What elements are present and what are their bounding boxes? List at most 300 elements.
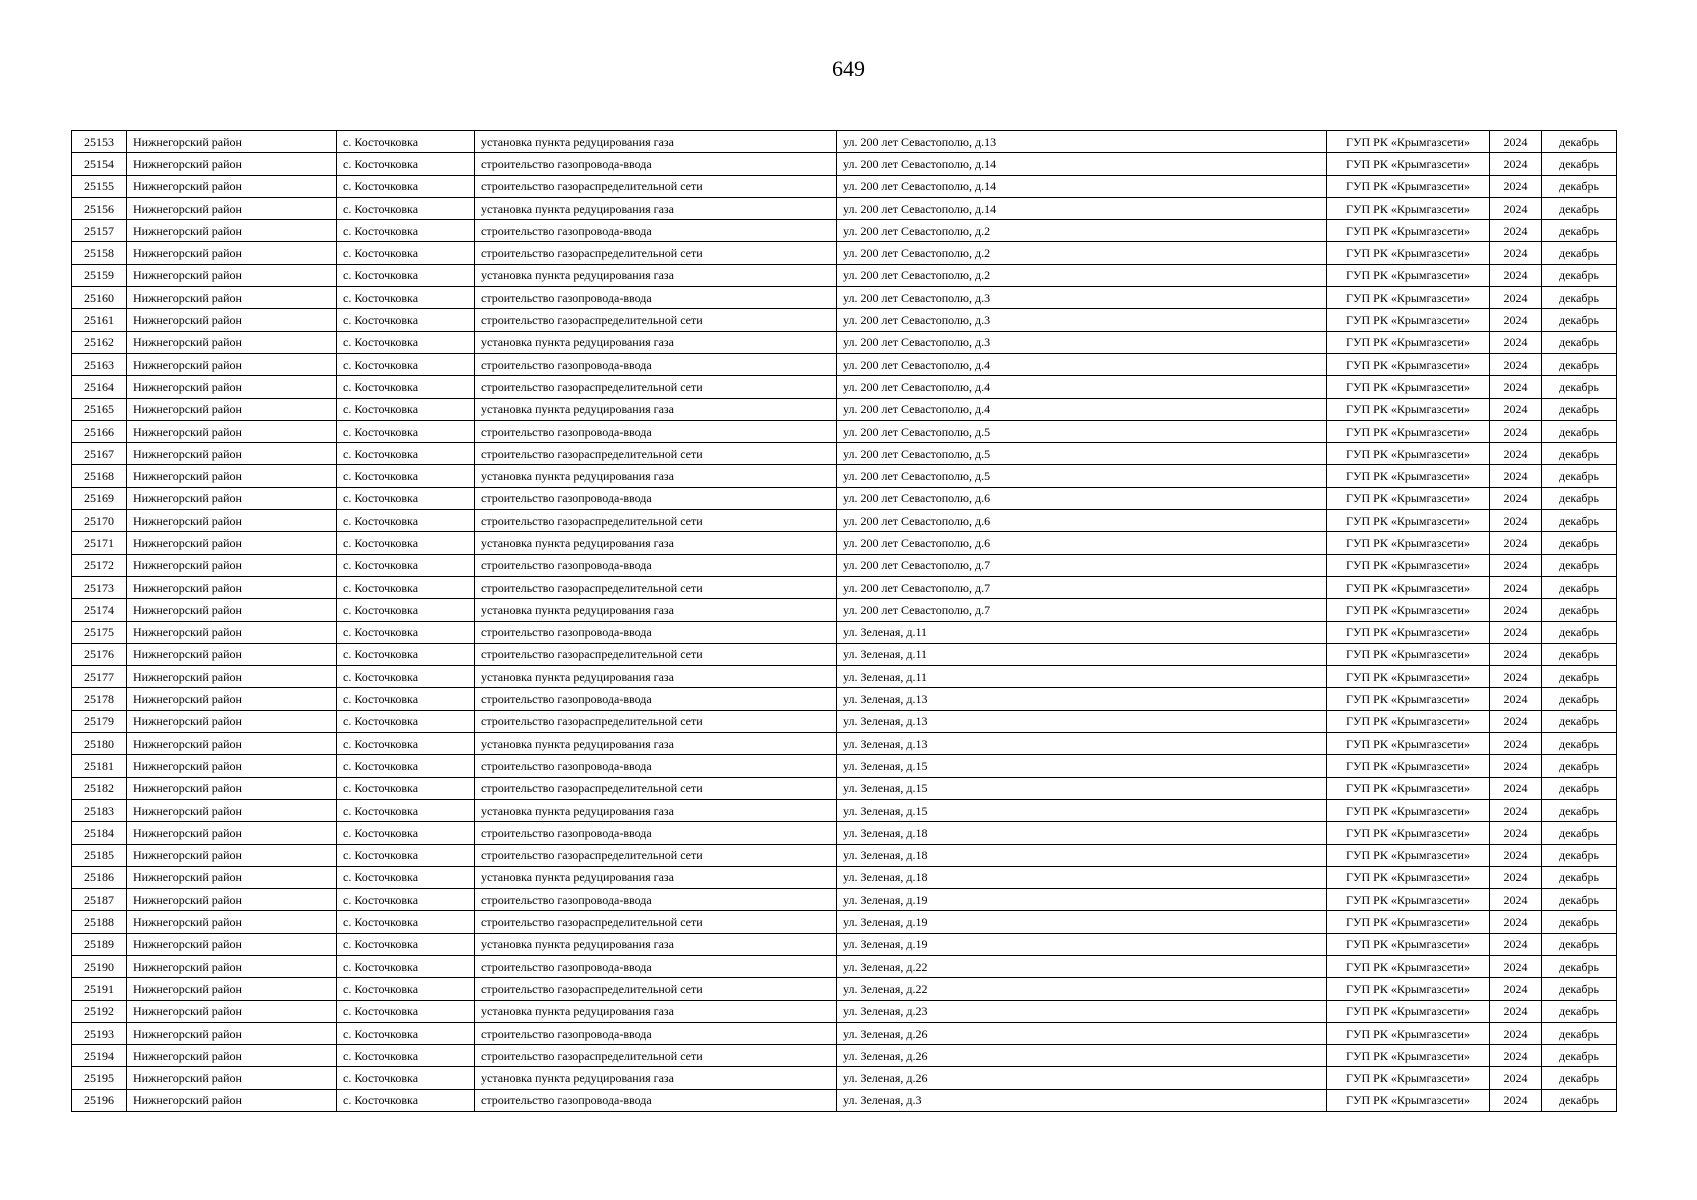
row-number-cell: 25162 [72, 331, 127, 353]
month-cell: декабрь [1542, 777, 1617, 799]
settlement-cell: с. Косточковка [337, 398, 475, 420]
address-cell: ул. 200 лет Севастополю, д.2 [837, 242, 1327, 264]
month-cell: декабрь [1542, 1067, 1617, 1089]
work-type-cell: установка пункта редуцирования газа [475, 331, 837, 353]
month-cell: декабрь [1542, 376, 1617, 398]
settlement-cell: с. Косточковка [337, 264, 475, 286]
settlement-cell: с. Косточковка [337, 443, 475, 465]
organization-cell: ГУП РК «Крымгазсети» [1327, 131, 1490, 153]
row-number-cell: 25173 [72, 576, 127, 598]
table-row [72, 822, 1617, 844]
address-cell: ул. 200 лет Севастополю, д.5 [837, 420, 1327, 442]
table-row [72, 799, 1617, 821]
table-row [72, 955, 1617, 977]
organization-cell: ГУП РК «Крымгазсети» [1327, 911, 1490, 933]
organization-cell: ГУП РК «Крымгазсети» [1327, 353, 1490, 375]
year-cell: 2024 [1490, 309, 1542, 331]
address-cell: ул. 200 лет Севастополю, д.4 [837, 376, 1327, 398]
work-type-cell: установка пункта редуцирования газа [475, 799, 837, 821]
row-number-cell: 25166 [72, 420, 127, 442]
year-cell: 2024 [1490, 153, 1542, 175]
month-cell: декабрь [1542, 933, 1617, 955]
organization-cell: ГУП РК «Крымгазсети» [1327, 733, 1490, 755]
row-number-cell: 25163 [72, 353, 127, 375]
organization-cell: ГУП РК «Крымгазсети» [1327, 666, 1490, 688]
year-cell: 2024 [1490, 264, 1542, 286]
table-row [72, 688, 1617, 710]
region-cell: Нижнегорский район [127, 933, 337, 955]
address-cell: ул. 200 лет Севастополю, д.14 [837, 153, 1327, 175]
region-cell: Нижнегорский район [127, 465, 337, 487]
region-cell: Нижнегорский район [127, 1089, 337, 1111]
region-cell: Нижнегорский район [127, 621, 337, 643]
work-type-cell: строительство газораспределительной сети [475, 911, 837, 933]
organization-cell: ГУП РК «Крымгазсети» [1327, 197, 1490, 219]
address-cell: ул. Зеленая, д.23 [837, 1000, 1327, 1022]
region-cell: Нижнегорский район [127, 175, 337, 197]
table-row [72, 599, 1617, 621]
month-cell: декабрь [1542, 309, 1617, 331]
table-row [72, 420, 1617, 442]
year-cell: 2024 [1490, 1022, 1542, 1044]
row-number-cell: 25179 [72, 710, 127, 732]
page-number: 649 [832, 56, 865, 81]
row-number-cell: 25171 [72, 532, 127, 554]
work-type-cell: строительство газораспределительной сети [475, 309, 837, 331]
row-number-cell: 25164 [72, 376, 127, 398]
settlement-cell: с. Косточковка [337, 911, 475, 933]
settlement-cell: с. Косточковка [337, 933, 475, 955]
work-type-cell: установка пункта редуцирования газа [475, 733, 837, 755]
table-row [72, 1067, 1617, 1089]
region-cell: Нижнегорский район [127, 420, 337, 442]
organization-cell: ГУП РК «Крымгазсети» [1327, 621, 1490, 643]
address-cell: ул. Зеленая, д.18 [837, 822, 1327, 844]
table-row [72, 710, 1617, 732]
work-type-cell: строительство газораспределительной сети [475, 510, 837, 532]
table-row [72, 777, 1617, 799]
address-cell: ул. Зеленая, д.22 [837, 955, 1327, 977]
month-cell: декабрь [1542, 889, 1617, 911]
table-row [72, 911, 1617, 933]
month-cell: декабрь [1542, 599, 1617, 621]
settlement-cell: с. Косточковка [337, 131, 475, 153]
organization-cell: ГУП РК «Крымгазсети» [1327, 376, 1490, 398]
address-cell: ул. Зеленая, д.19 [837, 911, 1327, 933]
organization-cell: ГУП РК «Крымгазсети» [1327, 554, 1490, 576]
work-type-cell: установка пункта редуцирования газа [475, 666, 837, 688]
table-row [72, 866, 1617, 888]
organization-cell: ГУП РК «Крымгазсети» [1327, 1089, 1490, 1111]
row-number-cell: 25167 [72, 443, 127, 465]
table-row [72, 220, 1617, 242]
month-cell: декабрь [1542, 554, 1617, 576]
month-cell: декабрь [1542, 197, 1617, 219]
settlement-cell: с. Косточковка [337, 822, 475, 844]
work-type-cell: строительство газораспределительной сети [475, 376, 837, 398]
region-cell: Нижнегорский район [127, 331, 337, 353]
settlement-cell: с. Косточковка [337, 220, 475, 242]
region-cell: Нижнегорский район [127, 153, 337, 175]
row-number-cell: 25176 [72, 643, 127, 665]
table-row [72, 309, 1617, 331]
table-row [72, 554, 1617, 576]
settlement-cell: с. Косточковка [337, 153, 475, 175]
address-cell: ул. Зеленая, д.26 [837, 1045, 1327, 1067]
region-cell: Нижнегорский район [127, 398, 337, 420]
settlement-cell: с. Косточковка [337, 799, 475, 821]
month-cell: декабрь [1542, 621, 1617, 643]
year-cell: 2024 [1490, 131, 1542, 153]
organization-cell: ГУП РК «Крымгазсети» [1327, 866, 1490, 888]
region-cell: Нижнегорский район [127, 309, 337, 331]
settlement-cell: с. Косточковка [337, 621, 475, 643]
settlement-cell: с. Косточковка [337, 510, 475, 532]
settlement-cell: с. Косточковка [337, 889, 475, 911]
organization-cell: ГУП РК «Крымгазсети» [1327, 398, 1490, 420]
gasification-registry-table [71, 130, 1617, 1112]
work-type-cell: строительство газопровода-ввода [475, 621, 837, 643]
address-cell: ул. Зеленая, д.15 [837, 777, 1327, 799]
organization-cell: ГУП РК «Крымгазсети» [1327, 844, 1490, 866]
address-cell: ул. 200 лет Севастополю, д.2 [837, 264, 1327, 286]
work-type-cell: строительство газораспределительной сети [475, 643, 837, 665]
address-cell: ул. Зеленая, д.11 [837, 666, 1327, 688]
row-number-cell: 25180 [72, 733, 127, 755]
month-cell: декабрь [1542, 331, 1617, 353]
organization-cell: ГУП РК «Крымгазсети» [1327, 532, 1490, 554]
table-row [72, 510, 1617, 532]
month-cell: декабрь [1542, 443, 1617, 465]
organization-cell: ГУП РК «Крымгазсети» [1327, 1022, 1490, 1044]
row-number-cell: 25172 [72, 554, 127, 576]
address-cell: ул. Зеленая, д.13 [837, 688, 1327, 710]
settlement-cell: с. Косточковка [337, 420, 475, 442]
region-cell: Нижнегорский район [127, 799, 337, 821]
year-cell: 2024 [1490, 197, 1542, 219]
work-type-cell: строительство газопровода-ввода [475, 889, 837, 911]
row-number-cell: 25165 [72, 398, 127, 420]
settlement-cell: с. Косточковка [337, 376, 475, 398]
year-cell: 2024 [1490, 666, 1542, 688]
work-type-cell: установка пункта редуцирования газа [475, 197, 837, 219]
month-cell: декабрь [1542, 1000, 1617, 1022]
row-number-cell: 25196 [72, 1089, 127, 1111]
year-cell: 2024 [1490, 576, 1542, 598]
settlement-cell: с. Косточковка [337, 844, 475, 866]
organization-cell: ГУП РК «Крымгазсети» [1327, 242, 1490, 264]
region-cell: Нижнегорский район [127, 733, 337, 755]
table-row [72, 576, 1617, 598]
month-cell: декабрь [1542, 822, 1617, 844]
address-cell: ул. 200 лет Севастополю, д.4 [837, 353, 1327, 375]
table-row [72, 1022, 1617, 1044]
month-cell: декабрь [1542, 978, 1617, 1000]
region-cell: Нижнегорский район [127, 599, 337, 621]
year-cell: 2024 [1490, 822, 1542, 844]
year-cell: 2024 [1490, 889, 1542, 911]
year-cell: 2024 [1490, 1089, 1542, 1111]
address-cell: ул. 200 лет Севастополю, д.13 [837, 131, 1327, 153]
settlement-cell: с. Косточковка [337, 710, 475, 732]
row-number-cell: 25156 [72, 197, 127, 219]
month-cell: декабрь [1542, 1022, 1617, 1044]
year-cell: 2024 [1490, 487, 1542, 509]
organization-cell: ГУП РК «Крымгазсети» [1327, 1000, 1490, 1022]
region-cell: Нижнегорский район [127, 242, 337, 264]
organization-cell: ГУП РК «Крымгазсети» [1327, 487, 1490, 509]
work-type-cell: строительство газораспределительной сети [475, 710, 837, 732]
table-row [72, 465, 1617, 487]
region-cell: Нижнегорский район [127, 353, 337, 375]
region-cell: Нижнегорский район [127, 510, 337, 532]
region-cell: Нижнегорский район [127, 443, 337, 465]
region-cell: Нижнегорский район [127, 755, 337, 777]
year-cell: 2024 [1490, 866, 1542, 888]
region-cell: Нижнегорский район [127, 197, 337, 219]
work-type-cell: строительство газопровода-ввода [475, 220, 837, 242]
address-cell: ул. 200 лет Севастополю, д.3 [837, 287, 1327, 309]
year-cell: 2024 [1490, 621, 1542, 643]
row-number-cell: 25183 [72, 799, 127, 821]
month-cell: декабрь [1542, 666, 1617, 688]
year-cell: 2024 [1490, 510, 1542, 532]
year-cell: 2024 [1490, 443, 1542, 465]
organization-cell: ГУП РК «Крымгазсети» [1327, 710, 1490, 732]
organization-cell: ГУП РК «Крымгазсети» [1327, 1045, 1490, 1067]
address-cell: ул. 200 лет Севастополю, д.3 [837, 331, 1327, 353]
row-number-cell: 25185 [72, 844, 127, 866]
month-cell: декабрь [1542, 1045, 1617, 1067]
organization-cell: ГУП РК «Крымгазсети» [1327, 755, 1490, 777]
work-type-cell: установка пункта редуцирования газа [475, 398, 837, 420]
region-cell: Нижнегорский район [127, 688, 337, 710]
address-cell: ул. 200 лет Севастополю, д.14 [837, 197, 1327, 219]
row-number-cell: 25191 [72, 978, 127, 1000]
table-row [72, 1045, 1617, 1067]
month-cell: декабрь [1542, 487, 1617, 509]
row-number-cell: 25182 [72, 777, 127, 799]
region-cell: Нижнегорский район [127, 1045, 337, 1067]
organization-cell: ГУП РК «Крымгазсети» [1327, 688, 1490, 710]
address-cell: ул. 200 лет Севастополю, д.5 [837, 465, 1327, 487]
registry-table-body [72, 131, 1617, 1112]
table-row [72, 353, 1617, 375]
row-number-cell: 25190 [72, 955, 127, 977]
address-cell: ул. Зеленая, д.26 [837, 1067, 1327, 1089]
region-cell: Нижнегорский район [127, 978, 337, 1000]
settlement-cell: с. Косточковка [337, 309, 475, 331]
settlement-cell: с. Косточковка [337, 666, 475, 688]
settlement-cell: с. Косточковка [337, 777, 475, 799]
year-cell: 2024 [1490, 933, 1542, 955]
month-cell: декабрь [1542, 287, 1617, 309]
year-cell: 2024 [1490, 799, 1542, 821]
region-cell: Нижнегорский район [127, 376, 337, 398]
work-type-cell: строительство газопровода-ввода [475, 688, 837, 710]
month-cell: декабрь [1542, 264, 1617, 286]
table-row [72, 197, 1617, 219]
year-cell: 2024 [1490, 1067, 1542, 1089]
address-cell: ул. Зеленая, д.19 [837, 933, 1327, 955]
address-cell: ул. 200 лет Севастополю, д.7 [837, 576, 1327, 598]
organization-cell: ГУП РК «Крымгазсети» [1327, 978, 1490, 1000]
settlement-cell: с. Косточковка [337, 576, 475, 598]
work-type-cell: установка пункта редуцирования газа [475, 532, 837, 554]
month-cell: декабрь [1542, 420, 1617, 442]
address-cell: ул. Зеленая, д.15 [837, 799, 1327, 821]
address-cell: ул. Зеленая, д.19 [837, 889, 1327, 911]
table-row [72, 264, 1617, 286]
year-cell: 2024 [1490, 643, 1542, 665]
row-number-cell: 25194 [72, 1045, 127, 1067]
table-row [72, 643, 1617, 665]
organization-cell: ГУП РК «Крымгазсети» [1327, 264, 1490, 286]
month-cell: декабрь [1542, 153, 1617, 175]
month-cell: декабрь [1542, 131, 1617, 153]
row-number-cell: 25184 [72, 822, 127, 844]
month-cell: декабрь [1542, 755, 1617, 777]
month-cell: декабрь [1542, 955, 1617, 977]
month-cell: декабрь [1542, 353, 1617, 375]
row-number-cell: 25193 [72, 1022, 127, 1044]
row-number-cell: 25175 [72, 621, 127, 643]
month-cell: декабрь [1542, 866, 1617, 888]
row-number-cell: 25168 [72, 465, 127, 487]
region-cell: Нижнегорский район [127, 576, 337, 598]
work-type-cell: строительство газораспределительной сети [475, 978, 837, 1000]
work-type-cell: строительство газораспределительной сети [475, 576, 837, 598]
address-cell: ул. 200 лет Севастополю, д.2 [837, 220, 1327, 242]
row-number-cell: 25158 [72, 242, 127, 264]
settlement-cell: с. Косточковка [337, 1022, 475, 1044]
month-cell: декабрь [1542, 844, 1617, 866]
year-cell: 2024 [1490, 465, 1542, 487]
settlement-cell: с. Косточковка [337, 978, 475, 1000]
row-number-cell: 25187 [72, 889, 127, 911]
work-type-cell: строительство газораспределительной сети [475, 443, 837, 465]
year-cell: 2024 [1490, 175, 1542, 197]
work-type-cell: установка пункта редуцирования газа [475, 465, 837, 487]
settlement-cell: с. Косточковка [337, 1045, 475, 1067]
work-type-cell: строительство газопровода-ввода [475, 554, 837, 576]
organization-cell: ГУП РК «Крымгазсети» [1327, 1067, 1490, 1089]
address-cell: ул. Зеленая, д.11 [837, 643, 1327, 665]
work-type-cell: установка пункта редуцирования газа [475, 131, 837, 153]
organization-cell: ГУП РК «Крымгазсети» [1327, 777, 1490, 799]
work-type-cell: строительство газопровода-ввода [475, 1022, 837, 1044]
work-type-cell: строительство газопровода-ввода [475, 755, 837, 777]
region-cell: Нижнегорский район [127, 554, 337, 576]
settlement-cell: с. Косточковка [337, 1089, 475, 1111]
region-cell: Нижнегорский район [127, 955, 337, 977]
year-cell: 2024 [1490, 710, 1542, 732]
region-cell: Нижнегорский район [127, 777, 337, 799]
work-type-cell: строительство газораспределительной сети [475, 844, 837, 866]
table-row [72, 175, 1617, 197]
settlement-cell: с. Косточковка [337, 554, 475, 576]
organization-cell: ГУП РК «Крымгазсети» [1327, 599, 1490, 621]
table-row [72, 666, 1617, 688]
region-cell: Нижнегорский район [127, 643, 337, 665]
year-cell: 2024 [1490, 554, 1542, 576]
settlement-cell: с. Косточковка [337, 955, 475, 977]
settlement-cell: с. Косточковка [337, 1000, 475, 1022]
table-row [72, 889, 1617, 911]
row-number-cell: 25189 [72, 933, 127, 955]
address-cell: ул. Зеленая, д.11 [837, 621, 1327, 643]
month-cell: декабрь [1542, 242, 1617, 264]
year-cell: 2024 [1490, 844, 1542, 866]
year-cell: 2024 [1490, 376, 1542, 398]
region-cell: Нижнегорский район [127, 264, 337, 286]
work-type-cell: строительство газораспределительной сети [475, 242, 837, 264]
month-cell: декабрь [1542, 532, 1617, 554]
row-number-cell: 25154 [72, 153, 127, 175]
table-row [72, 1000, 1617, 1022]
address-cell: ул. 200 лет Севастополю, д.5 [837, 443, 1327, 465]
region-cell: Нижнегорский район [127, 287, 337, 309]
region-cell: Нижнегорский район [127, 1067, 337, 1089]
work-type-cell: строительство газопровода-ввода [475, 822, 837, 844]
address-cell: ул. Зеленая, д.13 [837, 733, 1327, 755]
region-cell: Нижнегорский район [127, 844, 337, 866]
month-cell: декабрь [1542, 1089, 1617, 1111]
month-cell: декабрь [1542, 220, 1617, 242]
work-type-cell: строительство газораспределительной сети [475, 175, 837, 197]
work-type-cell: строительство газопровода-ввода [475, 287, 837, 309]
address-cell: ул. Зеленая, д.13 [837, 710, 1327, 732]
organization-cell: ГУП РК «Крымгазсети» [1327, 822, 1490, 844]
year-cell: 2024 [1490, 420, 1542, 442]
year-cell: 2024 [1490, 287, 1542, 309]
settlement-cell: с. Косточковка [337, 287, 475, 309]
month-cell: декабрь [1542, 465, 1617, 487]
settlement-cell: с. Косточковка [337, 866, 475, 888]
settlement-cell: с. Косточковка [337, 1067, 475, 1089]
year-cell: 2024 [1490, 755, 1542, 777]
region-cell: Нижнегорский район [127, 710, 337, 732]
organization-cell: ГУП РК «Крымгазсети» [1327, 331, 1490, 353]
year-cell: 2024 [1490, 599, 1542, 621]
table-row [72, 376, 1617, 398]
table-row [72, 733, 1617, 755]
organization-cell: ГУП РК «Крымгазсети» [1327, 287, 1490, 309]
address-cell: ул. Зеленая, д.3 [837, 1089, 1327, 1111]
year-cell: 2024 [1490, 353, 1542, 375]
work-type-cell: строительство газораспределительной сети [475, 777, 837, 799]
organization-cell: ГУП РК «Крымгазсети» [1327, 309, 1490, 331]
year-cell: 2024 [1490, 911, 1542, 933]
organization-cell: ГУП РК «Крымгазсети» [1327, 420, 1490, 442]
work-type-cell: установка пункта редуцирования газа [475, 933, 837, 955]
organization-cell: ГУП РК «Крымгазсети» [1327, 220, 1490, 242]
organization-cell: ГУП РК «Крымгазсети» [1327, 443, 1490, 465]
work-type-cell: установка пункта редуцирования газа [475, 1067, 837, 1089]
year-cell: 2024 [1490, 220, 1542, 242]
month-cell: декабрь [1542, 733, 1617, 755]
work-type-cell: строительство газопровода-ввода [475, 955, 837, 977]
table-row [72, 131, 1617, 153]
organization-cell: ГУП РК «Крымгазсети» [1327, 175, 1490, 197]
work-type-cell: установка пункта редуцирования газа [475, 1000, 837, 1022]
region-cell: Нижнегорский район [127, 822, 337, 844]
table-row [72, 487, 1617, 509]
settlement-cell: с. Косточковка [337, 242, 475, 264]
row-number-cell: 25195 [72, 1067, 127, 1089]
work-type-cell: строительство газораспределительной сети [475, 1045, 837, 1067]
row-number-cell: 25159 [72, 264, 127, 286]
